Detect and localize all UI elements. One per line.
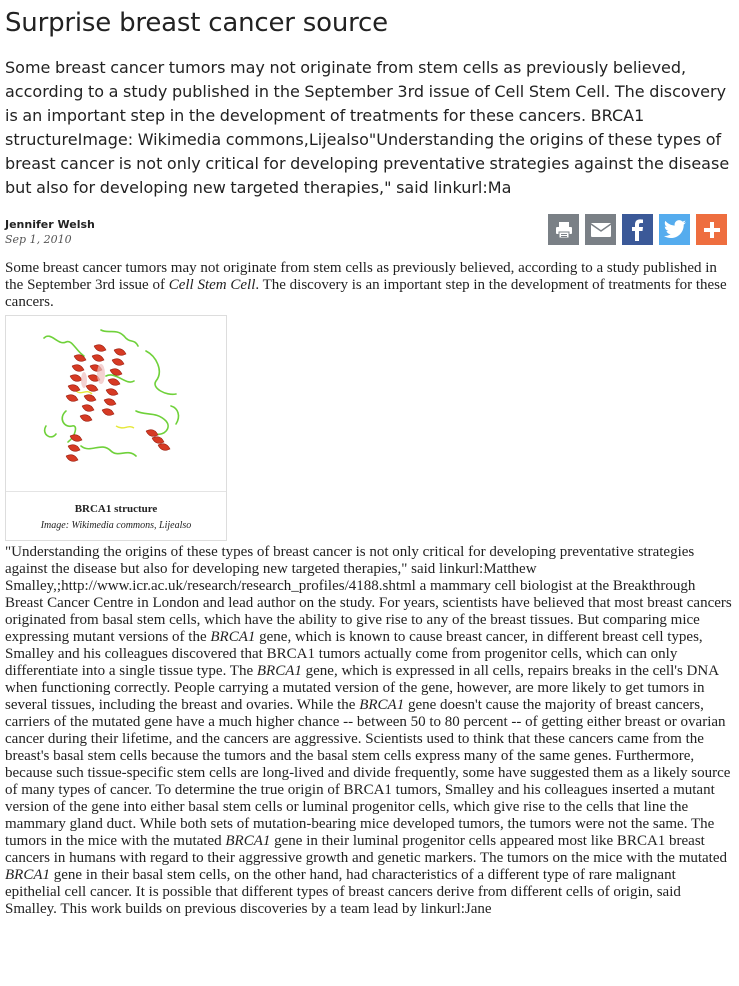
brca1-structure-illustration	[6, 316, 226, 491]
author-name[interactable]: Jennifer Welsh	[5, 218, 95, 231]
gene-name: BRCA1	[5, 867, 50, 883]
twitter-icon	[663, 220, 687, 240]
body-paragraph	[5, 544, 733, 918]
figure-caption	[6, 492, 226, 540]
gene-name: BRCA1	[225, 833, 271, 849]
body-text-1: "Understanding the origins of these types of breast cancer is not only critical for developing preventative strategies against the disease but also for developing new targeted therapies," said linkurl:Matthew Smalley,;http://www.icr.ac.uk/research/research_profiles/4188.shtml a mammary cell biologist at the Breakthrough Breast Cancer Centre in London and lead author on the study. For years, scientists have believed that most breast cancers originated from basal stem cells, which have the ability to give rise to any of the breast tissues. But comparing mice expressing mutant versions of the	[5, 544, 732, 645]
article-figure	[5, 315, 227, 541]
print-button[interactable]	[548, 214, 579, 245]
facebook-button[interactable]	[622, 214, 653, 245]
gene-name: BRCA1	[210, 629, 256, 645]
gene-name: BRCA1	[256, 663, 302, 679]
journal-name: Cell Stem Cell	[168, 277, 256, 293]
protein-structure-image	[6, 316, 226, 492]
share-toolbar	[548, 214, 727, 245]
body-text-6: gene in their basal stem cells, on the other hand, had characteristics of a different type of rare malignant epithelial cell cancer. It is possible that different types of breast cancers derive from different cells of origin, said Smalley. This work builds on previous discoveries by a team lead by linkurl:Jane	[5, 867, 681, 917]
body-text-5: gene in their luminal progenitor cells appeared most like BRCA1 breast cancers in humans with regard to their aggressive growth and genetic markers. The tumors on the mice with the mutated	[5, 833, 728, 866]
facebook-icon	[628, 219, 648, 241]
caption-title: BRCA1 structure	[74, 503, 158, 515]
email-icon	[590, 220, 612, 240]
gene-name: BRCA1	[359, 697, 405, 713]
body-text-4: gene doesn't cause the majority of breast cancers, carriers of the mutated gene have a much higher chance -- between 50 to 80 percent -- of getting either breast or ovarian cancer during their lifetime, and the cancers are aggressive. Scientists used to think that these cancers came from the breast's basal stem cells because the tumors and the basal stem cells express many of the same genes. Furthermore, because such tissue-specific stem cells are long-lived and divide frequently, some have suggested them as a likely source of many types of cancer. To determine the true origin of BRCA1 tumors, Smalley and his colleagues inserted a mutant version of the gene into either basal stem cells or luminal progenitor cells, which give rise to the cells that line the mammary gland duct. While both sets of mutation-bearing mice developed tumors, the tumors were not the same. The tumors in the mice with the mutated	[5, 697, 731, 849]
page-title: Surprise breast cancer source	[5, 8, 388, 38]
intro-paragraph	[5, 260, 733, 311]
publish-date: Sep 1, 2010	[5, 233, 72, 246]
byline-row	[5, 214, 733, 260]
body-text-2: gene, which is known to cause breast cancer, in different breast cell types, Smalley and his colleagues discovered that BRCA1 tumors actually come from progenitor cells, which can only differentiate into a single tissue type. The	[5, 629, 703, 679]
caption-credit: Image: Wikimedia commons, Lijealso	[40, 520, 192, 531]
plus-icon	[702, 220, 722, 240]
article-summary: Some breast cancer tumors may not originate from stem cells as previously believed, according to a study published in the September 3rd issue of Cell Stem Cell. The discovery is an important step in the development of treatments for these cancers. BRCA1 structureImage: Wikimedia commons,Lijealso"Understanding the origins of these types of breast cancer is not only critical for developing preventative strategies against the disease but also for developing new targeted therapies," said linkurl:Ma	[5, 58, 730, 197]
more-share-button[interactable]	[696, 214, 727, 245]
article	[0, 8, 739, 918]
body-text-3: gene, which is expressed in all cells, repairs breaks in the cell's DNA when functioning correctly. People carrying a mutated version of the gene, however, are more likely to get tumors in several tissues, including the breast and ovaries. While the	[5, 663, 719, 713]
twitter-button[interactable]	[659, 214, 690, 245]
intro-text: Some breast cancer tumors may not originate from stem cells as previously believed, according to a study published in the September 3rd issue of	[5, 260, 717, 293]
intro-text-end: . The discovery is an important step in the development of treatments for these cancers.	[5, 277, 727, 310]
email-button[interactable]	[585, 214, 616, 245]
print-icon	[554, 220, 574, 240]
